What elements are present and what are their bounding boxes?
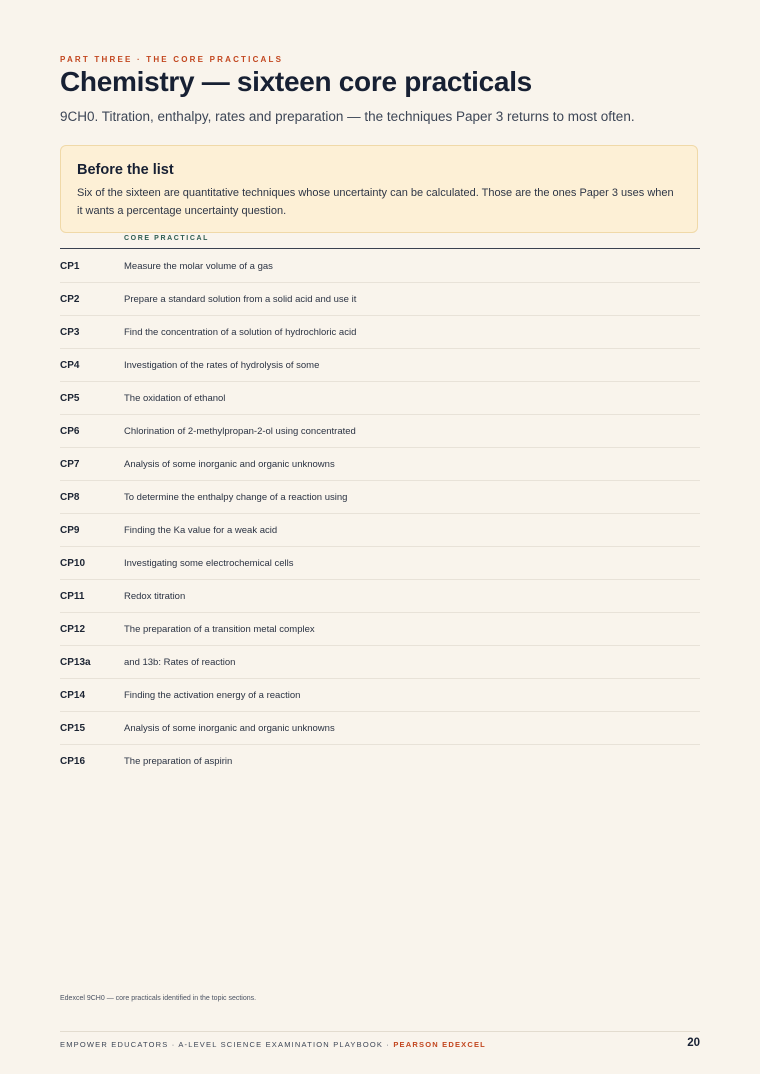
practical-code: CP13a — [60, 657, 91, 668]
before-the-list-callout — [60, 145, 698, 233]
table-row — [60, 316, 700, 349]
practical-code: CP15 — [60, 723, 86, 734]
practical-code: CP8 — [60, 492, 80, 503]
practical-code: CP14 — [60, 690, 86, 701]
practical-name: and 13b: Rates of reaction — [124, 657, 236, 668]
practical-name: The oxidation of ethanol — [124, 393, 226, 404]
practical-code: CP12 — [60, 624, 86, 635]
page-subtitle: 9CH0. Titration, enthalpy, rates and preparation — the techniques Paper 3 returns to most often. — [60, 109, 635, 124]
table-row — [60, 283, 700, 316]
section-kicker: PART THREE · THE CORE PRACTICALS — [60, 55, 284, 64]
practical-name: To determine the enthalpy change of a reaction using — [124, 492, 348, 503]
table-row — [60, 547, 700, 580]
table-row — [60, 349, 700, 382]
practical-name: Analysis of some inorganic and organic unknowns — [124, 459, 335, 470]
practical-name: Investigating some electrochemical cells — [124, 558, 294, 569]
practical-code: CP11 — [60, 591, 85, 602]
table-header-rule — [60, 248, 700, 249]
table-row — [60, 514, 700, 547]
practical-name: Chlorination of 2-methylpropan-2-ol using concentrated — [124, 426, 356, 437]
page-title: Chemistry — sixteen core practicals — [60, 66, 532, 97]
practical-name: The preparation of aspirin — [124, 756, 233, 767]
practical-code: CP2 — [60, 294, 80, 305]
table-row — [60, 580, 700, 613]
table-row — [60, 745, 700, 777]
page-number: 20 — [687, 1037, 700, 1049]
practical-name: Prepare a standard solution from a solid acid and use it — [124, 294, 357, 305]
practical-name: Finding the activation energy of a reaction — [124, 690, 301, 701]
practical-code: CP7 — [60, 459, 80, 470]
practical-code: CP10 — [60, 558, 86, 569]
callout-body: Six of the sixteen are quantitative techniques whose uncertainty can be calculated. Those are the ones Paper 3 uses when it wants a percentage uncertainty question. — [77, 187, 674, 217]
footer-series: EMPOWER EDUCATORS · A-LEVEL SCIENCE EXAMINATION PLAYBOOK · — [60, 1040, 394, 1049]
table-row — [60, 382, 700, 415]
practical-code: CP5 — [60, 393, 80, 404]
table-row — [60, 481, 700, 514]
core-practicals-table — [60, 250, 700, 777]
practical-code: CP3 — [60, 327, 80, 338]
footnote: Edexcel 9CH0 — core practicals identified in the topic sections. — [60, 995, 257, 1002]
table-row — [60, 712, 700, 745]
practical-name: The preparation of a transition metal complex — [124, 624, 315, 635]
practical-name: Find the concentration of a solution of hydrochloric acid — [124, 327, 357, 338]
practical-code: CP6 — [60, 426, 80, 437]
practical-name: Analysis of some inorganic and organic unknowns — [124, 723, 335, 734]
practical-code: CP4 — [60, 360, 80, 371]
practical-name: Measure the molar volume of a gas — [124, 261, 273, 272]
callout-title: Before the list — [77, 162, 174, 178]
table-row — [60, 646, 700, 679]
footer-rule — [60, 1031, 700, 1032]
practical-name: Investigation of the rates of hydrolysis of some — [124, 360, 320, 371]
footer-board: PEARSON EDEXCEL — [393, 1040, 486, 1049]
table-row — [60, 679, 700, 712]
table-row — [60, 448, 700, 481]
practical-name: Redox titration — [124, 591, 186, 602]
column-header-core-practical: CORE PRACTICAL — [124, 235, 210, 242]
table-row — [60, 415, 700, 448]
practical-code: CP16 — [60, 756, 86, 767]
practical-code: CP1 — [60, 261, 80, 272]
table-row — [60, 613, 700, 646]
footer-text — [60, 1040, 486, 1049]
practical-code: CP9 — [60, 525, 80, 536]
table-row — [60, 250, 700, 283]
practical-name: Finding the Ka value for a weak acid — [124, 525, 278, 536]
